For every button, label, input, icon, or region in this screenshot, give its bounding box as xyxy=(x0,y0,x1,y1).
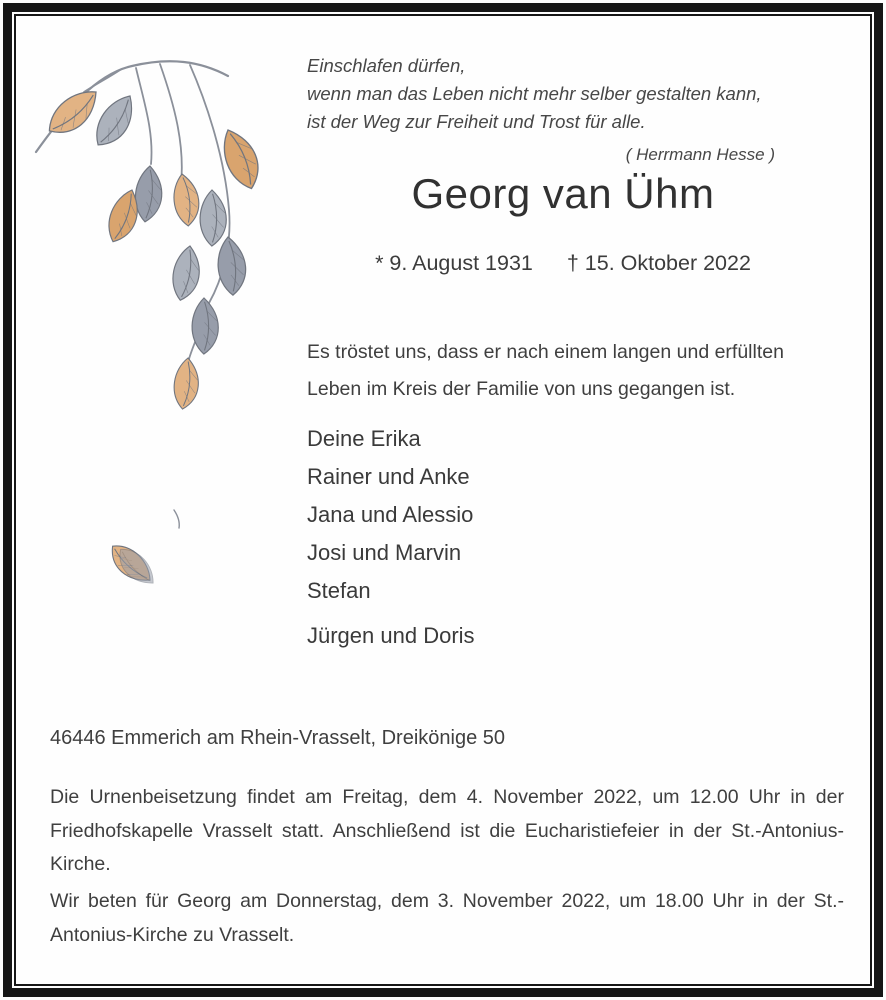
mourner-name: Jana und Alessio xyxy=(307,502,474,527)
mourner-name: Jürgen und Doris xyxy=(307,623,475,648)
burial-announcement: Die Urnenbeisetzung findet am Freitag, dem 4. November 2022, um 12.00 Uhr in der Friedhofskapelle Vrasselt statt. Anschließend ist die Eucharistiefeier in der St.-Antonius-Kirche. xyxy=(50,786,844,875)
address-line: 46446 Emmerich am Rhein-Vrasselt, Dreikönige 50 xyxy=(50,727,506,749)
quote-attribution: ( Herrmann Hesse ) xyxy=(625,145,775,164)
mourner-name: Stefan xyxy=(307,578,371,603)
leaf-branch-illustration-icon xyxy=(32,40,298,620)
mourner-name: Rainer und Anke xyxy=(307,464,470,489)
falling-leaf xyxy=(105,510,179,592)
inner-frame-border xyxy=(14,14,872,986)
prayer-announcement: Wir beten für Georg am Donnerstag, dem 3. November 2022, um 18.00 Uhr in der St.-Antonius-Kirche zu Vrasselt. xyxy=(50,890,844,946)
life-dates xyxy=(307,251,819,276)
quote-line: wenn man das Leben nicht mehr selber gestalten kann, xyxy=(307,83,762,104)
quote-line: Einschlafen dürfen, xyxy=(307,55,466,76)
consolation-text: Es tröstet uns, dass er nach einem langen und erfüllten Leben im Kreis der Familie von uns gegangen ist. xyxy=(307,341,784,400)
mourner-name: Deine Erika xyxy=(307,426,421,451)
quote-block xyxy=(307,52,785,169)
outer-frame-border xyxy=(3,3,883,997)
birth-date: * 9. August 1931 xyxy=(375,251,533,275)
death-date: † 15. Oktober 2022 xyxy=(566,251,751,275)
mourner-name: Josi und Marvin xyxy=(307,540,462,565)
quote-line: ist der Weg zur Freiheit und Trost für alle. xyxy=(307,111,646,132)
deceased-name: Georg van Ühm xyxy=(411,170,715,217)
branch-leaves xyxy=(40,85,262,411)
mourners-list xyxy=(307,420,475,655)
